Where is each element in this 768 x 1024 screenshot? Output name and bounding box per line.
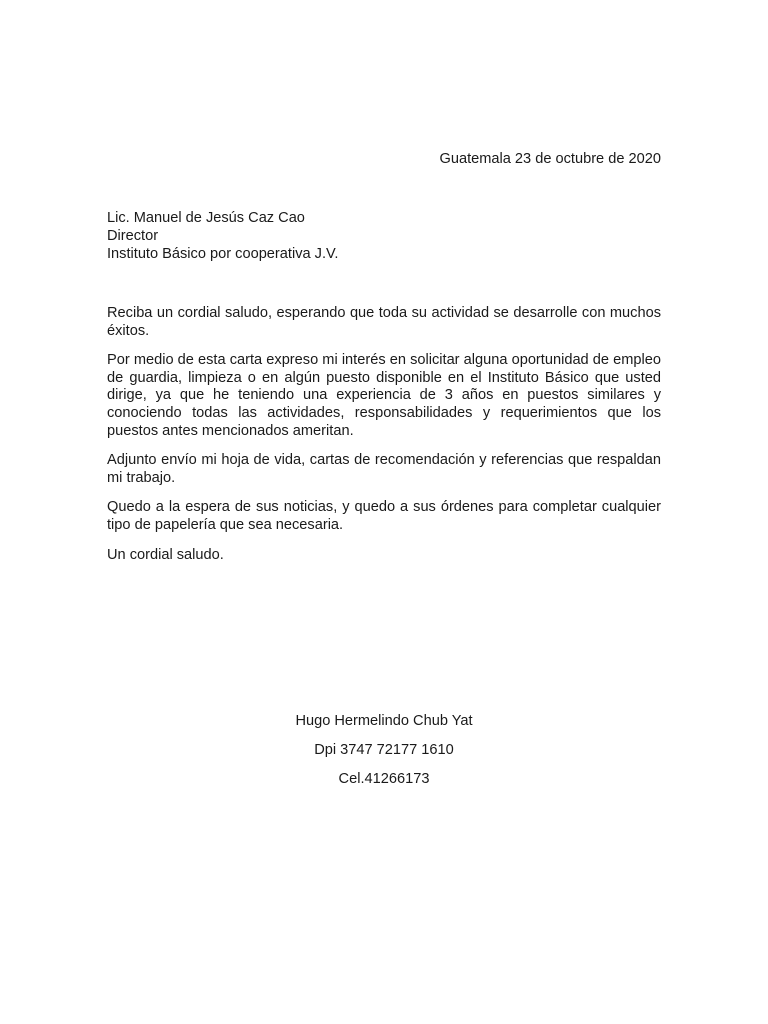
paragraph-greeting: Reciba un cordial saludo, esperando que toda su actividad se desarrolle con muchos éxitos.	[107, 305, 661, 339]
paragraph-availability: Quedo a la espera de sus noticias, y quedo a sus órdenes para completar cualquier tipo de papelería que sea necesaria.	[107, 499, 661, 533]
paragraph-interest: Por medio de esta carta expreso mi interés en solicitar alguna oportunidad de empleo de guardia, limpieza o en algún puesto disponible en el Instituto Básico que usted dirige, ya que he teniendo una experiencia de 3 años en puestos similares y conociendo todas las actividades, responsabilidades y requerimientos que los puestos antes mencionados ameritan.	[107, 352, 661, 439]
recipient-block	[107, 209, 338, 263]
letter-body	[107, 305, 661, 576]
signature-dpi: Dpi 3747 72177 1610	[314, 742, 454, 758]
signature-name: Hugo Hermelindo Chub Yat	[295, 713, 473, 729]
signature-block	[0, 712, 768, 799]
signature-phone: Cel.41266173	[338, 771, 430, 787]
recipient-name: Lic. Manuel de Jesús Caz Cao	[107, 210, 305, 226]
closing-line: Un cordial saludo.	[107, 546, 224, 563]
paragraph-attachments: Adjunto envío mi hoja de vida, cartas de recomendación y referencias que respaldan mi trabajo.	[107, 452, 661, 486]
recipient-institution: Instituto Básico por cooperativa J.V.	[107, 246, 339, 262]
date-line: Guatemala 23 de octubre de 2020	[439, 151, 661, 167]
recipient-title: Director	[107, 228, 159, 244]
